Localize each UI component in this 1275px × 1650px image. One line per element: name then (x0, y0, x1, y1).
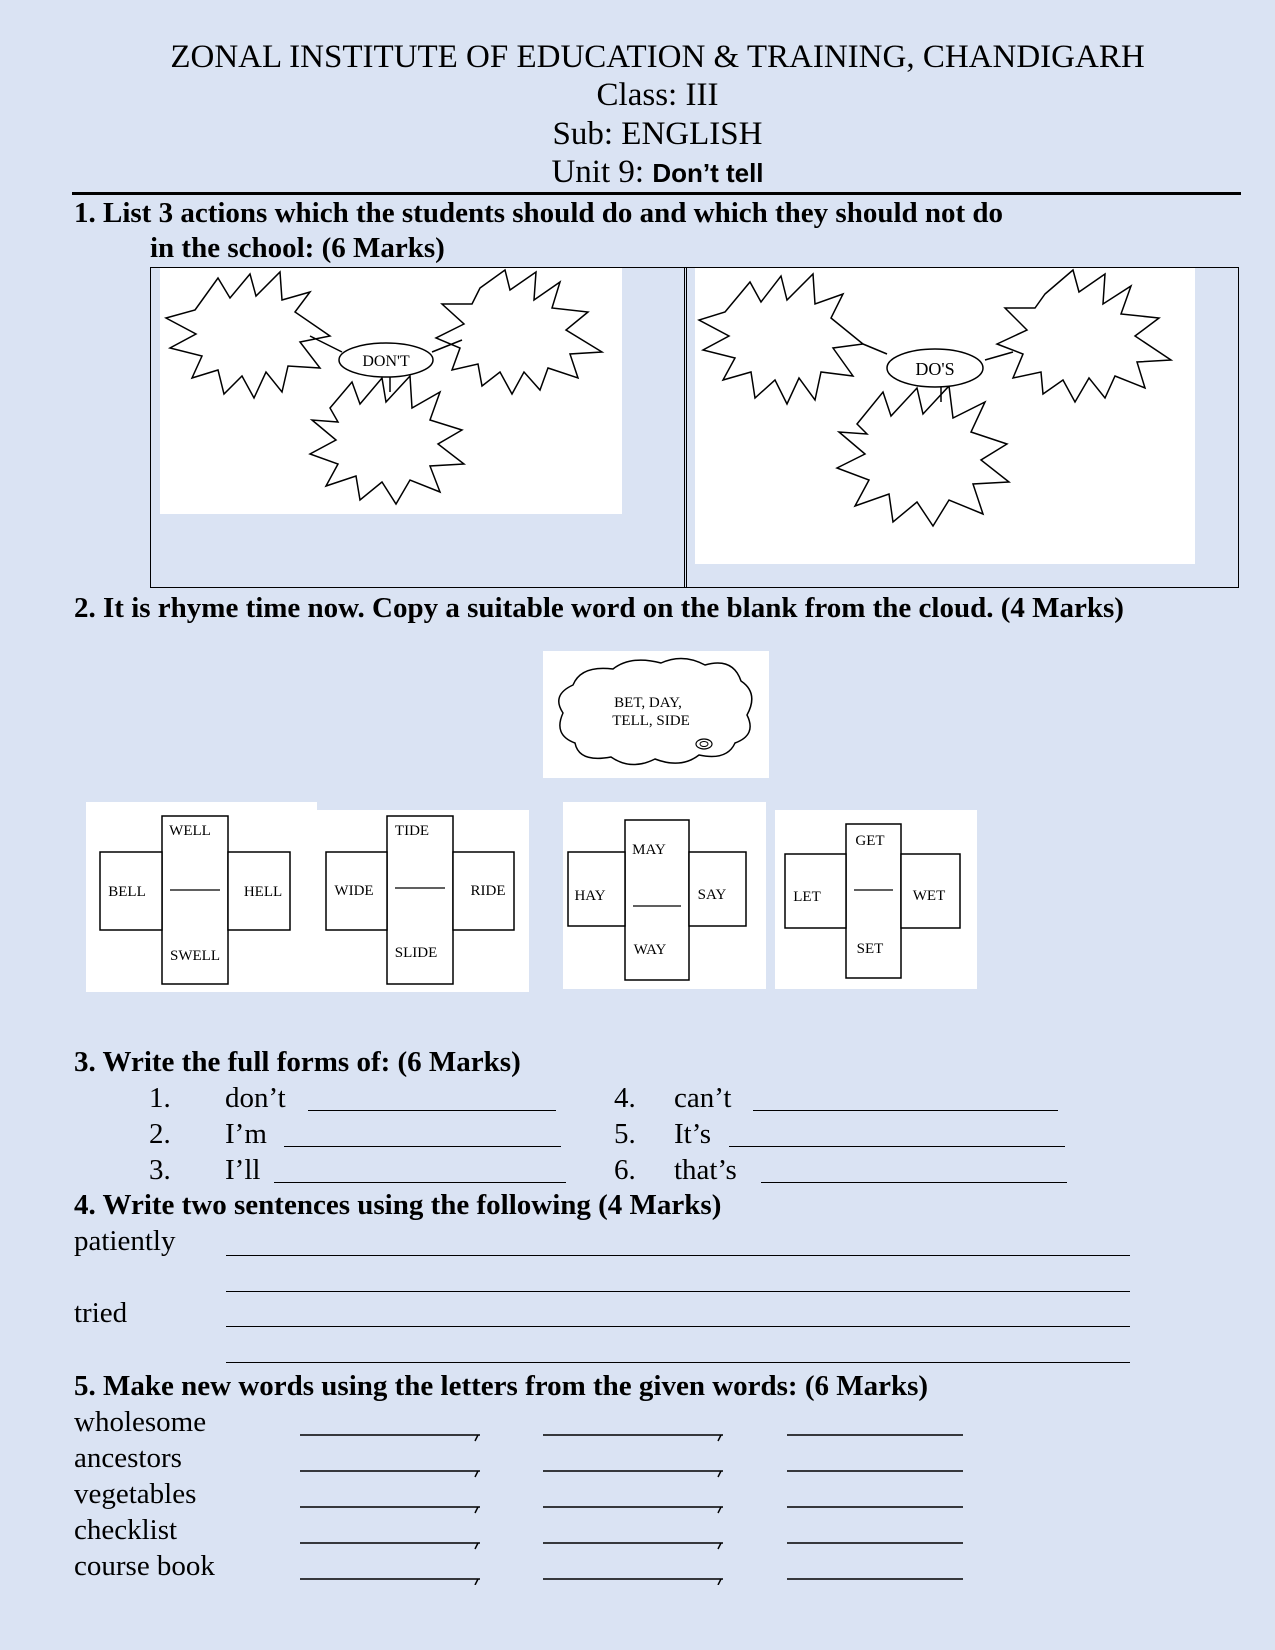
cross-4-left: LET (793, 889, 821, 905)
cross-4-top: GET (855, 833, 885, 849)
cross-2-left: WIDE (334, 883, 374, 899)
q3-num-4: 4. (614, 1082, 636, 1114)
q3-num-1: 1. (149, 1082, 171, 1114)
q3-title: 3. Write the full forms of: (6 Marks) (74, 1046, 521, 1078)
q5-word-4: checklist (74, 1514, 178, 1546)
word-cloud (543, 651, 769, 778)
q4-line-1b[interactable] (226, 1291, 1130, 1292)
cloud-line2: TELL, SIDE (612, 713, 690, 729)
cross-1-right: HELL (243, 884, 283, 900)
q1-line1: 1. List 3 actions which the students should do and which they should not do (74, 197, 1004, 229)
class-line: Class: III (596, 77, 719, 113)
unit-prefix: Unit 9: (551, 154, 645, 190)
cross-1-left: BELL (108, 884, 146, 900)
dos-label: DO'S (915, 359, 955, 379)
q3-blank-4[interactable] (753, 1110, 1058, 1111)
q3-blank-2[interactable] (284, 1146, 561, 1147)
q3-blank-6[interactable] (761, 1182, 1067, 1183)
cross-4-bottom: SET (856, 941, 884, 957)
dont-label: DON'T (362, 353, 410, 370)
q3-num-3: 3. (149, 1154, 171, 1186)
q2-title: 2. It is rhyme time now. Copy a suitable word on the blank from the cloud. (4 Marks) (74, 592, 1124, 624)
q4-word-2: tried (74, 1297, 128, 1329)
subject-line: Sub: ENGLISH (552, 116, 763, 152)
rhyme-cross-group-1 (86, 802, 529, 992)
q4-title: 4. Write two sentences using the following (4 Marks) (74, 1189, 722, 1221)
q5-word-2: ancestors (74, 1442, 182, 1474)
q5-answer-lines[interactable] (290, 1415, 970, 1585)
q5-word-1: wholesome (74, 1406, 207, 1438)
q5-word-5: course book (74, 1550, 215, 1582)
q4-word-1: patiently (74, 1225, 176, 1257)
dont-diagram (160, 268, 622, 514)
q3-num-6: 6. (614, 1154, 636, 1186)
q1-line2: in the school: (6 Marks) (150, 232, 445, 264)
q3-num-5: 5. (614, 1118, 636, 1150)
q3-word-4: can’t (674, 1082, 732, 1114)
header-rule (72, 192, 1241, 195)
cross-2-bottom: SLIDE (394, 945, 438, 961)
q3-blank-3[interactable] (274, 1182, 566, 1183)
cross-2-top: TIDE (394, 823, 430, 839)
cross-3-right: SAY (697, 887, 727, 903)
cross-3-left: HAY (574, 888, 606, 904)
cross-3-bottom: WAY (633, 942, 667, 958)
q4-line-1a[interactable] (226, 1255, 1130, 1256)
q5-title: 5. Make new words using the letters from the given words: (6 Marks) (74, 1370, 929, 1402)
q3-word-1: don’t (225, 1082, 286, 1114)
q3-word-2: I’m (225, 1118, 267, 1150)
cloud-line1: BET, DAY, (614, 695, 682, 711)
q3-num-2: 2. (149, 1118, 171, 1150)
unit-title: Don’t tell (652, 158, 764, 188)
q3-word-3: I’ll (225, 1154, 261, 1186)
unit-line (0, 153, 1275, 192)
q3-blank-1[interactable] (308, 1110, 556, 1111)
q3-word-6: that’s (674, 1154, 737, 1186)
q4-line-2a[interactable] (226, 1326, 1130, 1327)
cross-2-right: RIDE (470, 883, 506, 899)
q5-word-3: vegetables (74, 1478, 197, 1510)
cross-4-right: WET (912, 888, 946, 904)
q4-line-2b[interactable] (226, 1362, 1130, 1363)
cross-1-top: WELL (169, 823, 211, 839)
cross-1-bottom: SWELL (170, 948, 220, 964)
cross-3-top: MAY (632, 842, 666, 858)
dos-diagram (695, 268, 1195, 564)
q3-blank-5[interactable] (729, 1146, 1065, 1147)
rhyme-cross-group-2 (563, 802, 977, 989)
institute-name: ZONAL INSTITUTE OF EDUCATION & TRAINING, CHANDIGARH (170, 39, 1145, 75)
q3-word-5: It’s (674, 1118, 712, 1150)
